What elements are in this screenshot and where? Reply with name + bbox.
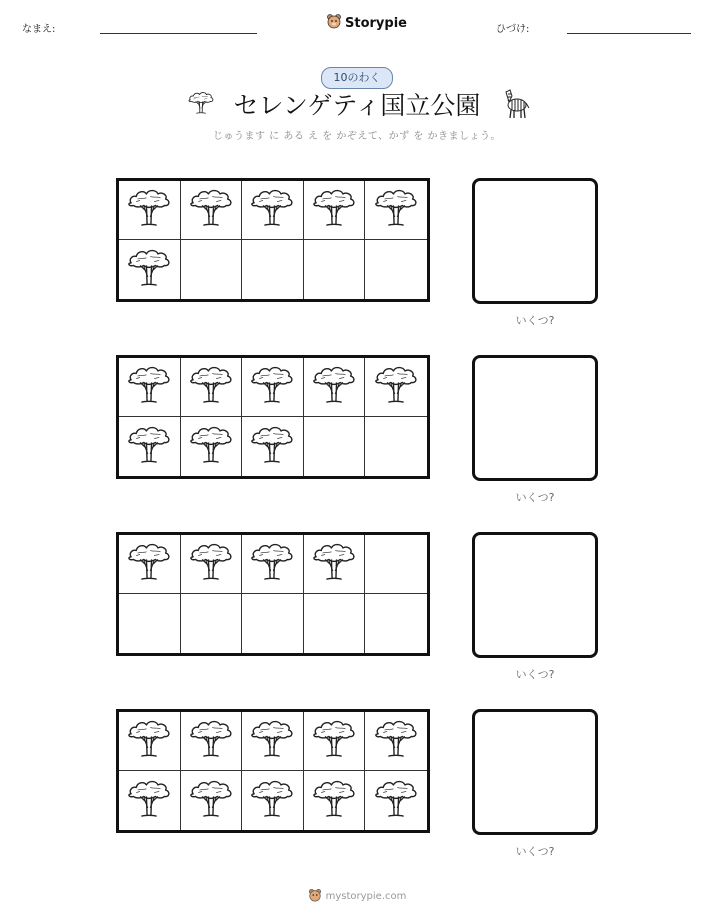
- ten-frame-cell: [365, 240, 427, 299]
- name-line[interactable]: [100, 33, 257, 34]
- ten-frame-cell: [304, 712, 366, 771]
- acacia-tree-icon: [311, 186, 357, 234]
- ten-frame-cell: [119, 535, 181, 594]
- acacia-tree-icon: [311, 777, 357, 825]
- ten-frame-cell: [242, 240, 304, 299]
- brand-name: Storypie: [345, 15, 407, 31]
- ten-frame-cell: [119, 594, 181, 653]
- acacia-tree-icon: [188, 423, 234, 471]
- acacia-tree-icon: [249, 423, 295, 471]
- ten-frame-cell: [119, 712, 181, 771]
- bear-mascot-icon: [326, 13, 342, 33]
- acacia-tree-icon: [188, 717, 234, 765]
- date-line[interactable]: [567, 33, 691, 34]
- ten-frame-cell: [181, 771, 243, 830]
- ten-frame-cell: [242, 594, 304, 653]
- acacia-tree-icon: [373, 186, 419, 234]
- ten-frame-cell: [119, 417, 181, 476]
- ten-frame-cell: [181, 240, 243, 299]
- ten-frame-cell: [365, 535, 427, 594]
- ten-frame-cell: [181, 181, 243, 240]
- ten-frame-cell: [181, 535, 243, 594]
- acacia-tree-icon: [373, 777, 419, 825]
- ten-frame-3: [116, 532, 430, 656]
- acacia-tree-icon: [188, 777, 234, 825]
- acacia-tree-icon: [249, 717, 295, 765]
- answer-box-2[interactable]: [472, 355, 598, 481]
- answer-box-4[interactable]: [472, 709, 598, 835]
- ten-frame-cell: [304, 358, 366, 417]
- acacia-tree-icon: [249, 363, 295, 411]
- ten-frame-cell: [119, 240, 181, 299]
- acacia-tree-icon: [311, 540, 357, 588]
- ten-frame-cell: [304, 181, 366, 240]
- footer: [0, 888, 714, 905]
- ten-frame-badge: 10のわく: [321, 67, 393, 89]
- ten-frame-cell: [242, 712, 304, 771]
- ten-frame-cell: [304, 771, 366, 830]
- ten-frame-2: [116, 355, 430, 479]
- acacia-tree-icon: [311, 717, 357, 765]
- acacia-tree-icon: [188, 186, 234, 234]
- acacia-tree-icon: [188, 363, 234, 411]
- acacia-tree-icon: [126, 777, 172, 825]
- footer-url[interactable]: mystorypie.com: [325, 891, 407, 902]
- acacia-tree-icon: [126, 540, 172, 588]
- ten-frame-cell: [242, 358, 304, 417]
- ten-frame-cell: [181, 712, 243, 771]
- ten-frame-cell: [365, 417, 427, 476]
- ten-frame-cell: [119, 181, 181, 240]
- acacia-tree-icon: [249, 540, 295, 588]
- ten-frame-cell: [304, 535, 366, 594]
- acacia-tree-icon: [249, 777, 295, 825]
- bear-mascot-icon: [308, 888, 322, 905]
- acacia-tree-icon: [126, 246, 172, 294]
- ten-frame-cell: [365, 181, 427, 240]
- ten-frame-4: [116, 709, 430, 833]
- ten-frame-cell: [242, 771, 304, 830]
- how-many-prompt: いくつ?: [515, 491, 555, 504]
- date-label: ひづけ:: [496, 24, 530, 35]
- acacia-tree-icon: [188, 540, 234, 588]
- ten-frame-cell: [181, 417, 243, 476]
- ten-frame-cell: [119, 771, 181, 830]
- ten-frame-cell: [365, 712, 427, 771]
- name-label: なまえ:: [22, 24, 56, 35]
- zebra-icon: [500, 88, 530, 124]
- ten-frame-cell: [304, 417, 366, 476]
- how-many-prompt: いくつ?: [515, 314, 555, 327]
- ten-frame-cell: [181, 358, 243, 417]
- ten-frame-cell: [119, 358, 181, 417]
- ten-frame-cell: [365, 771, 427, 830]
- brand-logo: [326, 13, 407, 33]
- acacia-tree-icon: [126, 423, 172, 471]
- ten-frame-cell: [365, 594, 427, 653]
- acacia-tree-icon: [373, 363, 419, 411]
- ten-frame-cell: [181, 594, 243, 653]
- answer-box-3[interactable]: [472, 532, 598, 658]
- acacia-tree-icon: [249, 186, 295, 234]
- acacia-tree-icon: [126, 363, 172, 411]
- acacia-tree-icon: [311, 363, 357, 411]
- ten-frame-cell: [242, 535, 304, 594]
- ten-frame-cell: [242, 181, 304, 240]
- ten-frame-1: [116, 178, 430, 302]
- answer-box-1[interactable]: [472, 178, 598, 304]
- how-many-prompt: いくつ?: [515, 668, 555, 681]
- instructions: じゅうます に ある え を かぞえて、かず を かきましょう。: [212, 131, 502, 142]
- acacia-tree-icon: [126, 717, 172, 765]
- ten-frame-cell: [242, 417, 304, 476]
- page-title: セレンゲティ国立公園: [233, 91, 481, 120]
- acacia-tree-icon: [373, 717, 419, 765]
- ten-frame-cell: [304, 594, 366, 653]
- how-many-prompt: いくつ?: [515, 845, 555, 858]
- acacia-tree-icon: [126, 186, 172, 234]
- ten-frame-cell: [365, 358, 427, 417]
- ten-frame-cell: [304, 240, 366, 299]
